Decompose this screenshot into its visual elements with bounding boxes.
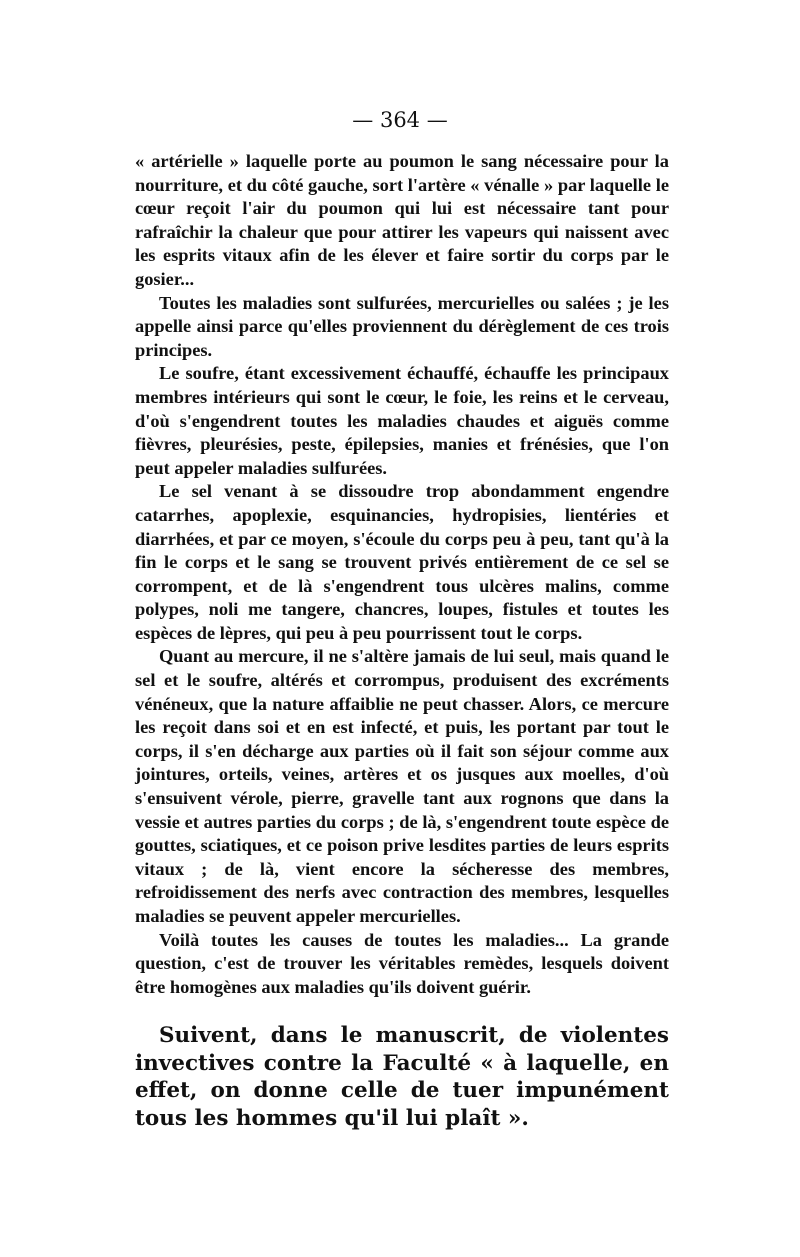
paragraph-mercure: Quant au mercure, il ne s'altère jamais de lui seul, mais quand le sel et le soufre, altérés et corrompus, produisent des excréments vénéneux, que la nature affaiblie ne peut chasser. Alors, ce mercure les reçoit dans soi et en est infecté, et puis, les portant par tout le corps, il s'en décharge aux parties où il fait son séjour comme aux jointures, orteils, veines, artères et os jusques aux moelles, d'où s'ensuivent vérole, pierre, gravelle tant aux rognons que dans la vessie et autres parties du corps ; de là, s'engendrent toute espèce de gouttes, sciatiques, et ce poison prive lesdites parties de leurs esprits vitaux ; de là, vient encore la sécheresse des membres, refroidissement des nerfs avec contraction des membres, lesquelles maladies se peuvent appeler mercurielles. xyxy=(135,646,669,926)
paragraph-sel: Le sel venant à se dissoudre trop abondamment engendre catarrhes, apoplexie, esquinancies, hydropisies, lientéries et diarrhées, et par ce moyen, s'écoule du corps peu à peu, tant qu'à la fin le corps et le sang se trouvent privés entièrement de ce sel se corrompent, et de là s'engendrent tous ulcères malins, comme polypes, noli me tangere, chancres, loupes, fistules et toutes les espèces de lèpres, qui peu à peu pourrissent tout le corps. xyxy=(135,481,669,643)
paragraph-conclusion: Voilà toutes les causes de toutes les maladies... La grande question, c'est de trouver les véritables remèdes, lesquels doivent être homogènes aux maladies qu'ils doivent guérir. xyxy=(135,929,669,997)
main-text xyxy=(135,150,669,999)
editor-note: Suivent, dans le manuscrit, de violentes invectives contre la Faculté « à laquelle, en effet, on donne celle de tuer impunément tous les hommes qu'il lui plaît ». xyxy=(135,1023,669,1131)
paragraph-soufre: Le soufre, étant excessivement échauffé, échauffe les principaux membres intérieurs qui sont le cœur, le foie, les reins et le cerveau, d'où s'engendrent toutes les maladies chaudes et aiguës comme fièvres, pleurésies, peste, épilepsies, manies et frénésies, que l'on peut appeler maladies sulfurées. xyxy=(135,363,669,478)
paragraph-maladies: Toutes les maladies sont sulfurées, mercurielles ou salées ; je les appelle ainsi parce qu'elles proviennent du dérèglement de ces trois principes. xyxy=(135,292,669,360)
page-number: — 364 — xyxy=(352,108,448,132)
paragraph-continuation: « artérielle » laquelle porte au poumon le sang nécessaire pour la nourriture, et du côté gauche, sort l'artère « vénalle » par laquelle le cœur reçoit l'air du poumon qui lui est nécessaire tant pour rafraîchir la chaleur que pour attirer les vapeurs qui naissent avec les esprits vitaux afin de les élever et faire sortir du corps par le gosier... xyxy=(135,151,669,289)
